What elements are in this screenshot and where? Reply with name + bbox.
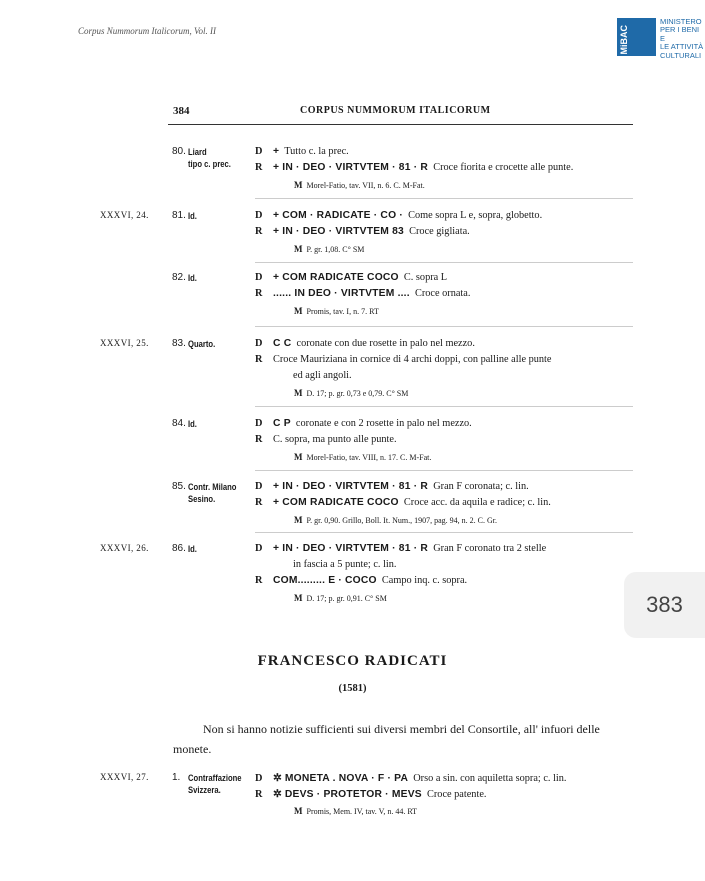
obverse-line: D + Tutto c. la prec. xyxy=(255,146,349,157)
separator xyxy=(255,262,633,263)
entry-number: 84. xyxy=(172,418,186,429)
ministry-logo xyxy=(617,18,705,60)
entry-denomination: Liard tipo c. prec. xyxy=(188,147,231,169)
entry-denomination: Contr. Milano Sesino. xyxy=(188,482,237,504)
entry-number: 81. xyxy=(172,210,186,221)
header-rule xyxy=(168,124,633,125)
reverse-line: R + IN · DEO · VIRTVTEM 83 Croce gigliata. xyxy=(255,226,470,237)
obverse-line: D ✲ MONETA . NOVA · F · PA Orso a sin. con aquiletta sopra; c. lin. xyxy=(255,773,567,784)
reverse-line: R + IN · DEO · VIRTVTEM · 81 · R Croce fiorita e crocette alle punte. xyxy=(255,162,574,173)
obverse-line: D C P coronate e con 2 rosette in palo nel mezzo. xyxy=(255,418,472,429)
entry-note: M Morel-Fatio, tav. VII, n. 6. C. M-Fat. xyxy=(294,180,425,190)
section-year: (1581) xyxy=(338,683,367,694)
page-number: 384 xyxy=(173,105,190,117)
plate-ref: XXXVI, 25. xyxy=(100,338,149,348)
separator xyxy=(255,532,633,533)
ministry-name: MINISTERO PER I BENI E LE ATTIVITÀ CULTURALI xyxy=(659,17,704,60)
section-paragraph: Non si hanno notizie sufficienti sui diversi membri del Consortile, all' infuori delle monete. xyxy=(173,722,600,756)
reverse-line: R Croce Mauriziana in cornice di 4 archi doppi, con palline alle punte xyxy=(255,354,552,365)
reverse-line: R ...... IN DEO · VIRTVTEM .... Croce ornata. xyxy=(255,288,471,299)
obverse-line: D + IN · DEO · VIRTVTEM · 81 · R Gran F coronata; c. lin. xyxy=(255,481,529,492)
entry-note: M P. gr. 1,08. C° SM xyxy=(294,244,365,254)
obverse-line: D C C coronate con due rosette in palo nel mezzo. xyxy=(255,338,475,349)
entry-note: M Morel-Fatio, tav. VIII, n. 17. C. M-Fat. xyxy=(294,452,432,462)
separator xyxy=(255,326,633,327)
mibac-logo-icon: MiBAC xyxy=(617,18,656,56)
obverse-line: D + COM · RADICATE · CO · Come sopra L e, sopra, globetto. xyxy=(255,210,543,221)
section-title: FRANCESCO RADICATI xyxy=(257,653,448,669)
reverse-line: R C. sopra, ma punto alle punte. xyxy=(255,434,397,445)
separator xyxy=(255,198,633,199)
entry-denomination: Id. xyxy=(188,273,197,283)
plate-ref: XXXVI, 27. xyxy=(100,772,149,782)
reverse-line: R COM......... E · COCO Campo inq. c. sopra. xyxy=(255,575,468,586)
obverse-continuation: in fascia a 5 punte; c. lin. xyxy=(293,559,397,570)
entry-note: M P. gr. 0,90. Grillo, Boll. It. Num., 1907, pag. 94, n. 2. C. Gr. xyxy=(294,515,497,525)
entry-number: 86. xyxy=(172,543,186,554)
separator xyxy=(255,406,633,407)
entry-denomination: Id. xyxy=(188,211,197,221)
entry-number: 83. xyxy=(172,338,186,349)
entry-denomination: Id. xyxy=(188,544,197,554)
running-title: CORPUS NUMMORUM ITALICORUM xyxy=(300,105,491,116)
plate-ref: XXXVI, 26. xyxy=(100,543,149,553)
entry-note: M D. 17; p. gr. 0,91. C° SM xyxy=(294,593,387,603)
separator xyxy=(255,470,633,471)
reverse-line: R ✲ DEVS · PROTETOR · MEVS Croce patente. xyxy=(255,789,487,800)
obverse-line: D + COM RADICATE COCO C. sopra L xyxy=(255,272,448,283)
reverse-continuation: ed agli angoli. xyxy=(293,370,352,381)
entry-note: M D. 17; p. gr. 0,73 e 0,79. C° SM xyxy=(294,388,409,398)
entry-denomination: Id. xyxy=(188,419,197,429)
entry-denomination: Quarto. xyxy=(188,339,216,349)
obverse-line: D + IN · DEO · VIRTVTEM · 81 · R Gran F coronato tra 2 stelle xyxy=(255,543,547,554)
plate-ref: XXXVI, 24. xyxy=(100,210,149,220)
entry-denomination: Contraffazione Svizzera. xyxy=(188,773,242,795)
entry-note: M Promis, Mem. IV, tav. V, n. 44. RT xyxy=(294,806,418,816)
entry-number: 80. xyxy=(172,146,186,157)
reverse-line: R + COM RADICATE COCO Croce acc. da aquila e radice; c. lin. xyxy=(255,497,551,508)
entry-number: 85. xyxy=(172,481,186,492)
entry-number: 82. xyxy=(172,272,186,283)
page-indicator-badge[interactable]: 383 xyxy=(624,572,705,638)
document-header: Corpus Nummorum Italicorum, Vol. II xyxy=(78,26,217,36)
entry-number: 1. xyxy=(172,772,181,783)
entry-note: M Promis, tav. I, n. 7. RT xyxy=(294,306,379,316)
